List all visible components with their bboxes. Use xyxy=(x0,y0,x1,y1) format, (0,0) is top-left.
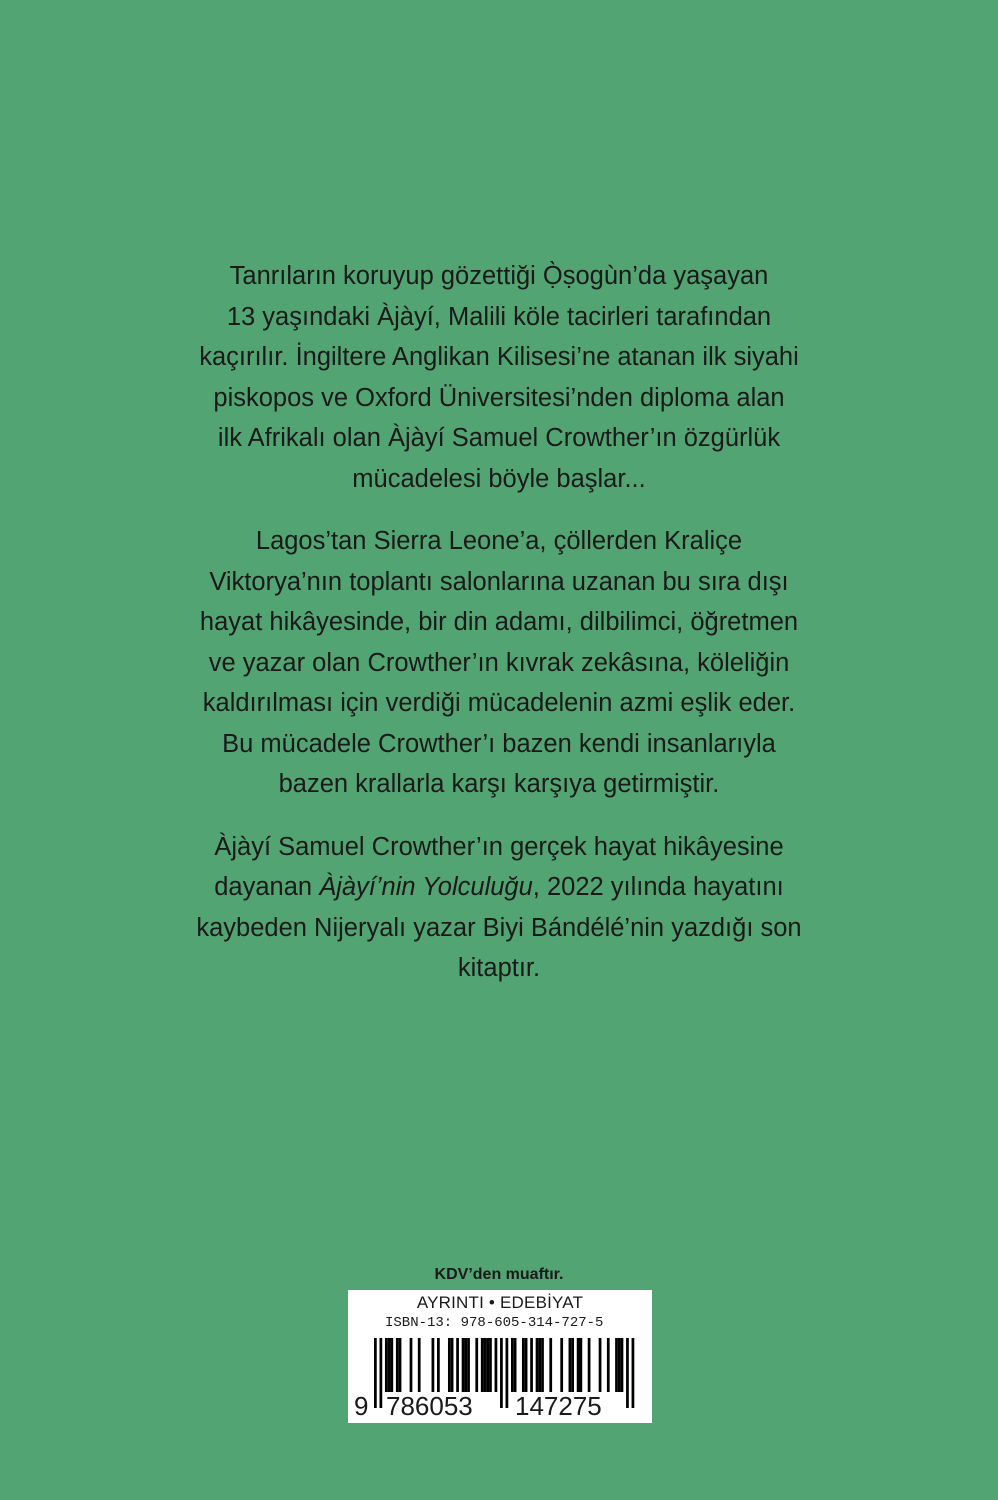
barcode-bar xyxy=(618,1338,621,1392)
back-cover-blurb xyxy=(160,256,838,1011)
barcode-bar xyxy=(495,1338,498,1392)
blurb-line: ilk Afrikalı olan Àjàyí Samuel Crowther’ın özgürlük xyxy=(217,424,781,452)
barcode-bar xyxy=(536,1338,539,1392)
blurb-line: ve yazar olan Crowther’ın kıvrak zekâsına, köleliğin xyxy=(208,648,790,677)
barcode-bar xyxy=(385,1338,388,1392)
barcode-bar xyxy=(437,1338,440,1392)
barcode-bar xyxy=(580,1338,583,1392)
barcode-bar xyxy=(418,1338,421,1392)
barcode-bar xyxy=(462,1338,465,1392)
barcode-bar xyxy=(522,1338,525,1392)
barcode-bar xyxy=(607,1338,610,1392)
blurb-line: kaldırılması için verdiği mücadelenin azmi eşlik eder. xyxy=(202,689,796,717)
barcode-bar xyxy=(569,1338,572,1392)
barcode-box xyxy=(348,1290,652,1423)
barcode-bar xyxy=(390,1338,393,1392)
barcode-bar xyxy=(511,1338,514,1392)
barcode-bar xyxy=(448,1338,451,1392)
barcode-bar xyxy=(374,1338,377,1408)
barcode-bar xyxy=(525,1338,528,1392)
blurb-line: kaçırılır. İngiltere Anglikan Kilisesi’ne atanan ilk siyahi xyxy=(199,343,799,371)
barcode-bar xyxy=(632,1338,635,1408)
barcode-bar xyxy=(530,1338,533,1392)
barcode-bar xyxy=(481,1338,484,1392)
barcode-bar xyxy=(538,1338,541,1392)
barcode-bar xyxy=(541,1338,544,1392)
barcode-bar xyxy=(571,1338,574,1392)
barcode-bar xyxy=(577,1338,580,1392)
blurb-line: bazen krallarla karşı karşıya getirmiştir. xyxy=(278,770,720,798)
isbn-label: ISBN-13: 978-605-314-727-5 xyxy=(385,1315,604,1331)
barcode-bar xyxy=(451,1338,454,1392)
blurb-line: piskopos ve Oxford Üniversitesi’nden diploma alan xyxy=(213,383,785,412)
barcode-bar xyxy=(464,1338,467,1392)
barcode-digit-first: 9 xyxy=(354,1391,369,1421)
blurb-line: Tanrıların koruyup gözettiği Ọ̀ṣogùn’da yaşayan xyxy=(229,262,769,290)
barcode-bar xyxy=(489,1338,492,1392)
barcode-bar xyxy=(560,1338,563,1392)
blurb-text: dayanan xyxy=(214,873,320,901)
barcode-bar xyxy=(615,1338,618,1392)
barcode-bar xyxy=(467,1338,470,1392)
barcode-digits-left: 786053 xyxy=(386,1391,473,1421)
barcode-bar xyxy=(621,1338,624,1392)
blurb-paragraph-3 xyxy=(160,827,838,989)
blurb-line: kitaptır. xyxy=(457,954,541,982)
barcode-bar xyxy=(506,1338,509,1408)
blurb-text: , 2022 yılında hayatını xyxy=(532,873,784,901)
barcode-bar xyxy=(486,1338,489,1392)
barcode-bar xyxy=(599,1338,602,1392)
vat-notice: KDV’den muaftır. xyxy=(434,1266,564,1283)
barcode-bar xyxy=(388,1338,391,1392)
publisher-line: AYRINTI • EDEBİYAT xyxy=(416,1293,584,1312)
barcode-digits-right: 147275 xyxy=(515,1391,602,1421)
barcode-bar xyxy=(484,1338,487,1392)
barcode-bar xyxy=(549,1338,552,1392)
book-title: Àjàyí’nin Yolculuğu xyxy=(319,873,533,901)
blurb-paragraph-1 xyxy=(160,256,838,499)
blurb-line: Lagos’tan Sierra Leone’a, çöllerden Kraliçe xyxy=(255,527,743,555)
blurb-paragraph-2 xyxy=(160,521,838,805)
blurb-line: Viktorya’nın toplantı salonlarına uzanan bu sıra dışı xyxy=(209,567,789,596)
barcode-bar xyxy=(514,1338,517,1392)
barcode-bar xyxy=(399,1338,402,1392)
barcode-bar xyxy=(626,1338,629,1408)
barcode-bar xyxy=(396,1338,399,1392)
barcode-bar xyxy=(500,1338,503,1408)
barcode-bar xyxy=(475,1338,478,1392)
blurb-line: mücadelesi böyle başlar... xyxy=(352,464,646,493)
blurb-line xyxy=(160,867,838,908)
barcode-bar xyxy=(410,1338,413,1392)
blurb-line: Àjàyí Samuel Crowther’ın gerçek hayat hikâyesine xyxy=(214,832,784,861)
blurb-line: kaybeden Nijeryalı yazar Biyi Bándélé’nin yazdığı son xyxy=(196,913,802,942)
barcode-bar xyxy=(456,1338,459,1392)
blurb-line: Bu mücadele Crowther’ı bazen kendi insanlarıyla xyxy=(222,729,776,758)
blurb-line: 13 yaşındaki Àjàyí, Malili köle tacirleri tarafından xyxy=(226,302,772,331)
barcode-bar xyxy=(432,1338,435,1392)
blurb-line: hayat hikâyesinde, bir din adamı, dilbilimci, öğretmen xyxy=(199,608,799,636)
barcode-bar xyxy=(588,1338,591,1392)
barcode-bar xyxy=(379,1338,382,1408)
